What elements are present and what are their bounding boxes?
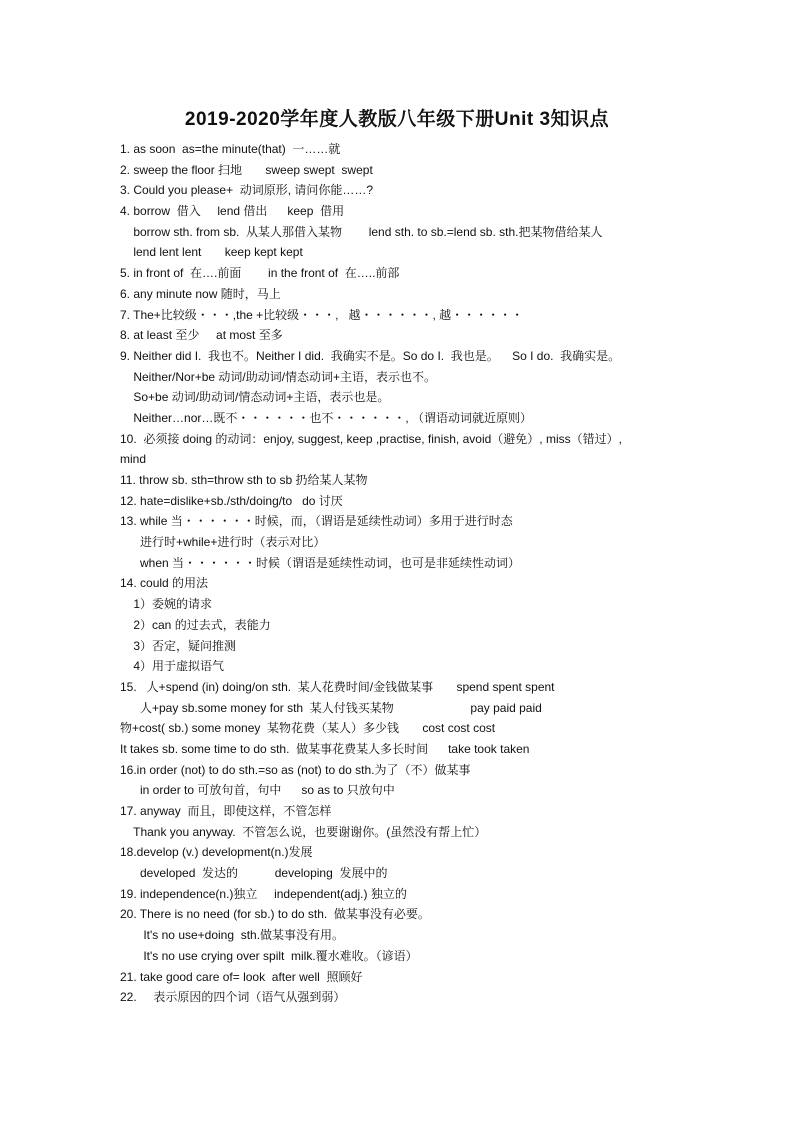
note-line: 3. Could you please+ 动词原形, 请问你能……? (120, 183, 374, 198)
note-line: in order to 可放句首，句中 so as to 只放句中 (120, 783, 395, 798)
note-line: developed 发达的 developing 发展中的 (120, 866, 388, 881)
note-line: when 当・・・・・・时候（谓语是延续性动词，也可是非延续性动词） (120, 555, 521, 570)
note-line: 7. The+比较级・・・,the +比较级・・・, 越・・・・・・, 越・・・・・・ (120, 307, 524, 322)
note-line: 8. at least 至少 at most 至多 (120, 328, 283, 343)
note-line: It takes sb. some time to do sth. 做某事花费某人多长时间 take took taken (120, 741, 530, 756)
notes-list (120, 139, 680, 1008)
note-line: 11. throw sb. sth=throw sth to sb 扔给某人某物 (120, 473, 368, 487)
note-line: 1）委婉的请求 (120, 597, 213, 612)
note-line: borrow sth. from sb. 从某人那借入某物 lend sth. to sb.=lend sb. sth.把某物借给某人 (120, 224, 603, 239)
note-line: Thank you anyway. 不管怎么说，也要谢谢你。(虽然没有帮上忙） (120, 824, 487, 839)
note-line: 12. hate=dislike+sb./sth/doing/to do 讨厌 (120, 493, 343, 508)
note-line: 3）否定，疑问推测 (120, 638, 237, 653)
note-line: It's no use crying over spilt milk.覆水难收。（谚语） (120, 948, 418, 963)
note-line: 5. in front of 在….前面 in the front of 在…..前部 (120, 266, 400, 281)
note-line: 1. as soon as=the minute(that) 一……就 (120, 142, 341, 156)
note-line: 9. Neither did I. 我也不。Neither I did. 我确实不是。So do I. 我也是。 So I do. 我确实是。 (120, 348, 621, 363)
note-line: 16.in order (not) to do sth.=so as (not) to do sth.为了（不）做某事 (120, 762, 471, 777)
note-line: 2）can 的过去式，表能力 (120, 617, 271, 632)
note-line: It's no use+doing sth.做某事没有用。 (120, 928, 345, 943)
note-line: 15. 人+spend (in) doing/on sth. 某人花费时间/金钱做某事 spend spent spent (120, 679, 555, 694)
note-line: 21. take good care of= look after well 照顾好 (120, 969, 363, 984)
note-line: 18.develop (v.) development(n.)发展 (120, 845, 313, 860)
note-line: 14. could 的用法 (120, 576, 209, 591)
note-line: 22. 表示原因的四个词（语气从强到弱） (120, 990, 346, 1005)
note-line: lend lent lent keep kept kept (120, 245, 303, 260)
note-line: Neither/Nor+be 动词/助动词/情态动词+主语，表示也不。 (120, 369, 437, 384)
note-line: 20. There is no need (for sb.) to do sth. 做某事没有必要。 (120, 907, 430, 922)
note-line: 进行时+while+进行时（表示对比） (120, 535, 326, 550)
note-line: 物+cost( sb.) some money 某物花费（某人）多少钱 cost cost cost (120, 721, 496, 736)
note-line: mind (120, 452, 147, 467)
note-line: 19. independence(n.)独立 independent(adj.) 独立的 (120, 886, 407, 901)
note-line: Neither…nor…既不・・・・・・也不・・・・・・, （谓语动词就近原则） (120, 410, 533, 425)
note-line: 10. 必须接 doing 的动词：enjoy, suggest, keep ,practise, finish, avoid（避免）, miss（错过）, (120, 431, 622, 446)
note-line: 4. borrow 借入 lend 借出 keep 借用 (120, 204, 345, 219)
note-line: So+be 动词/助动词/情态动词+主语，表示也是。 (120, 390, 390, 405)
note-line: 2. sweep the floor 扫地 sweep swept swept (120, 162, 373, 177)
note-line: 人+pay sb.some money for sth 某人付钱买某物 pay paid paid (120, 700, 542, 715)
note-line: 6. any minute now 随时，马上 (120, 286, 281, 301)
note-line: 13. while 当・・・・・・时候，而，（谓语是延续性动词）多用于进行时态 (120, 514, 513, 529)
document-title: 2019-2020学年度人教版八年级下册Unit 3知识点 (184, 109, 610, 130)
note-line: 17. anyway 而且，即使这样，不管怎样 (120, 804, 332, 818)
note-line: 4）用于虚拟语气 (120, 659, 225, 674)
